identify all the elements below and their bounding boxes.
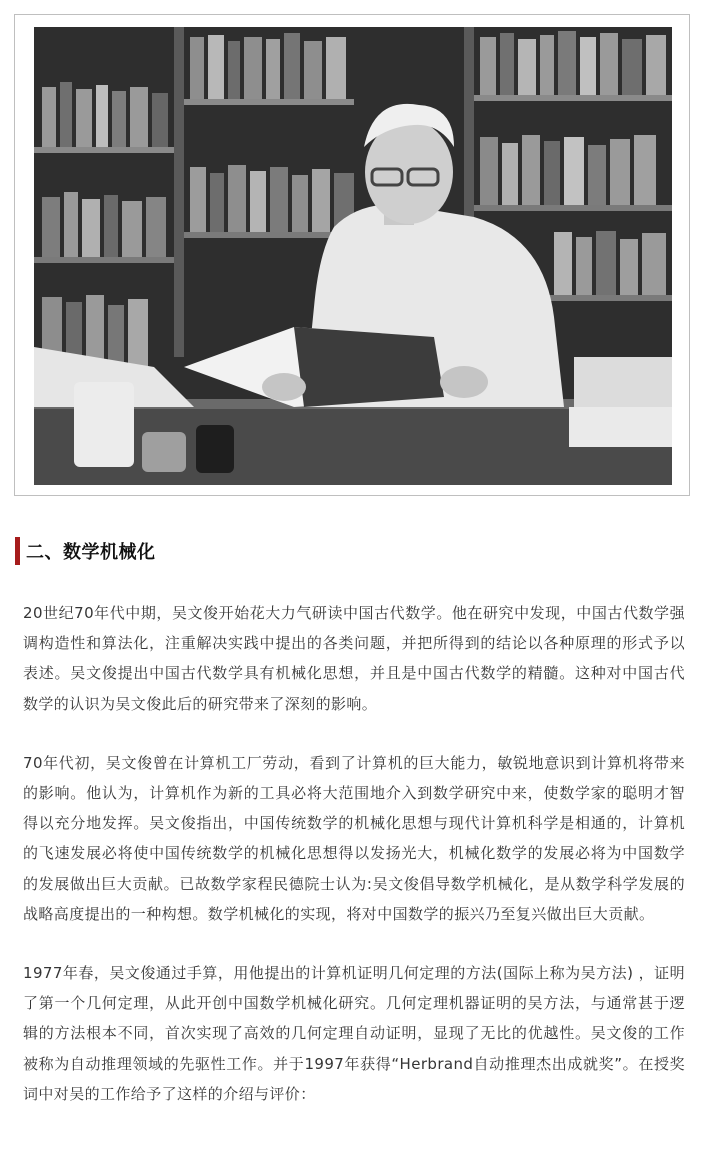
- paragraph: 20世纪70年代中期，吴文俊开始花大力气研读中国古代数学。他在研究中发现，中国古代数学强调构造性和算法化，注重解决实践中提出的各类问题，并把所得到的结论以各种原理的形式予以表述。吴文俊提出中国古代数学具有机械化思想，并且是中国古代数学的精髓。这种对中国古代数学的认识为吴文俊此后的研究带来了深刻的影响。: [23, 604, 685, 713]
- portrait-photo: [34, 27, 672, 485]
- article-body: [23, 598, 685, 1138]
- paragraph: 1977年春，吴文俊通过手算，用他提出的计算机证明几何定理的方法(国际上称为吴方法) ，证明了第一个几何定理，从此开创中国数学机械化研究。几何定理机器证明的吴方法，与通常甚于逻辑的方法根本不同，首次实现了高效的几何定理自动证明，显现了无比的优越性。吴文俊的工作被称为自动推理领域的先驱性工作。并于1997年获得“Herbrand自动推理杰出成就奖”。在授奖词中对吴的工作给予了这样的介绍与评价：: [23, 964, 685, 1103]
- heading-accent-bar: [15, 537, 20, 565]
- section-heading: [15, 537, 156, 565]
- photo-frame: [14, 14, 690, 496]
- section-title: 二、数学机械化: [26, 542, 156, 563]
- portrait-photo-illustration: [34, 27, 672, 485]
- paragraph: 70年代初，吴文俊曾在计算机工厂劳动，看到了计算机的巨大能力，敏锐地意识到计算机将带来的影响。他认为，计算机作为新的工具必将大范围地介入到数学研究中来，使数学家的聪明才智得以充分地发挥。吴文俊指出，中国传统数学的机械化思想与现代计算机科学是相通的，计算机的飞速发展必将使中国传统数学的机械化思想得以发扬光大，机械化数学的发展必将为中国数学的发展做出巨大贡献。已故数学家程民德院士认为:吴文俊倡导数学机械化，是从数学科学发展的战略高度提出的一种构想。数学机械化的实现，将对中国数学的振兴乃至复兴做出巨大贡献。: [23, 753, 685, 923]
